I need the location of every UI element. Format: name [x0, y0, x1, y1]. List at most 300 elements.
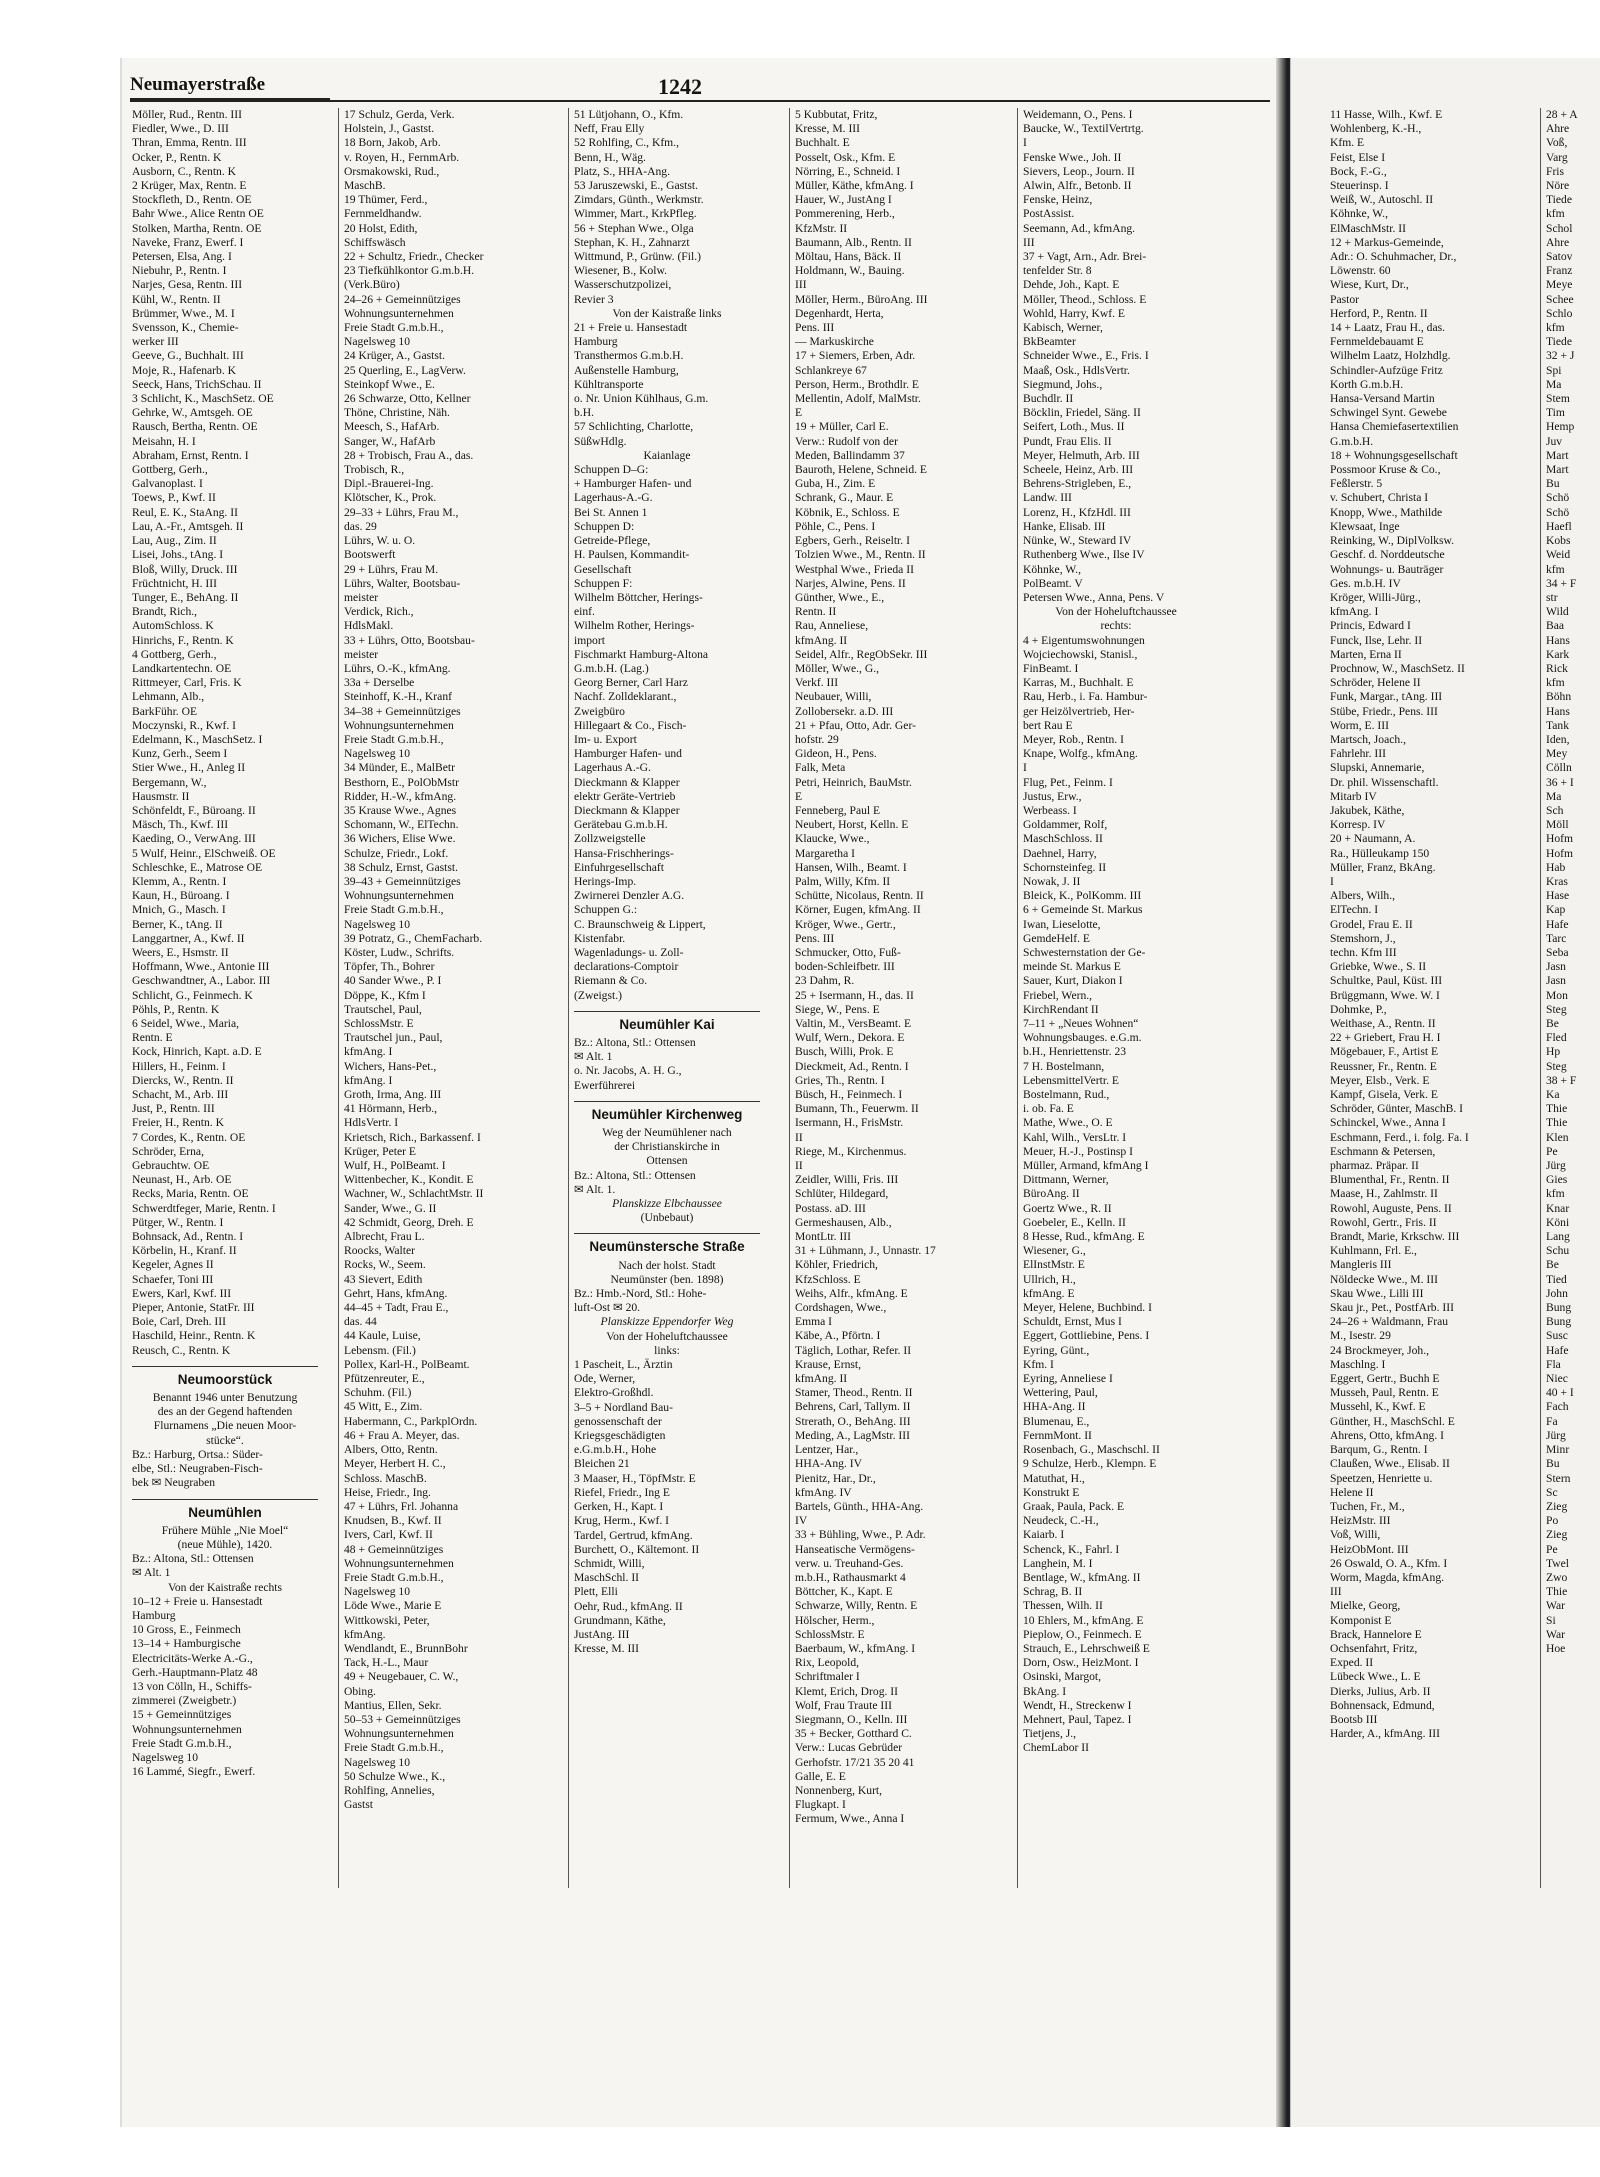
directory-entry: Wild [1546, 605, 1569, 619]
directory-entry: Möller, Herm., BüroAng. III [795, 292, 928, 306]
directory-entry: elbe, Stl.: Neugraben-Fisch- [132, 1462, 263, 1476]
directory-entry: Sch [1546, 803, 1564, 817]
directory-entry: Pommerening, Herb., [795, 207, 895, 221]
directory-entry: Wiese, Kurt, Dr., [1330, 278, 1409, 292]
directory-entry: Possmoor Kruse & Co., [1330, 463, 1441, 477]
directory-entry: Lau, A.-Fr., Amtsgeh. II [132, 519, 244, 533]
directory-entry: Kark [1546, 647, 1570, 661]
directory-entry: Gesellschaft [574, 562, 632, 576]
directory-entry: Ocker, P., Rentn. K [132, 150, 222, 164]
directory-entry: b.H. [574, 406, 594, 420]
directory-entry: I [1023, 136, 1027, 150]
directory-entry: Brümmer, Wwe., M. I [132, 306, 235, 320]
directory-entry: Wettering, Paul, [1023, 1386, 1098, 1400]
directory-entry: Benn, H., Wäg. [574, 150, 646, 164]
directory-entry: kfm [1546, 321, 1565, 335]
directory-entry: Busch, Willi, Prok. E [795, 1045, 894, 1059]
directory-entry: Neff, Frau Elly [574, 122, 645, 136]
directory-entry: Roocks, Walter [344, 1244, 415, 1258]
directory-entry: Klewsaat, Inge [1330, 519, 1400, 533]
directory-entry: Gries, Th., Rentn. I [795, 1073, 885, 1087]
directory-entry: Kühltransporte [574, 377, 644, 391]
header-rule [130, 100, 1270, 102]
directory-entry: Jasn [1546, 974, 1566, 988]
directory-entry: 45 Witt, E., Zim. [344, 1400, 423, 1414]
directory-entry: 23 Dahm, R. [795, 974, 855, 988]
directory-entry: Bumann, Th., Feuerwm. II [795, 1102, 919, 1116]
directory-entry: Be [1546, 1258, 1559, 1272]
directory-entry: 34–38 + Gemeinnütziges [344, 704, 461, 718]
directory-entry: Freier, H., Rentn. K [132, 1116, 224, 1130]
directory-entry: Hamburg [132, 1608, 176, 1622]
directory-entry: Zieg [1546, 1528, 1568, 1542]
directory-entry: boden-Schleifbetr. III [795, 960, 895, 974]
directory-entry: Bz.: Altona, Stl.: Ottensen [574, 1168, 696, 1182]
directory-entry: Ullrich, H., [1023, 1272, 1076, 1286]
directory-entry: 8 Hesse, Rud., kfmAng. E [1023, 1230, 1145, 1244]
directory-entry: Wiesener, G., [1023, 1244, 1086, 1258]
directory-entry: Electricitäts-Werke A.-G., [132, 1651, 253, 1665]
directory-entry: Lagerhaus-A.-G. [574, 491, 653, 505]
directory-entry: Korresp. IV [1330, 818, 1386, 832]
directory-entry: ElMaschMstr. II [1330, 221, 1406, 235]
directory-entry: Seba [1546, 945, 1569, 959]
directory-column-4 [795, 108, 981, 1908]
street-heading: Neumühler Kirchenweg [574, 1101, 760, 1122]
directory-entry: Hofm [1546, 832, 1574, 846]
directory-entry: 40 + I [1546, 1386, 1574, 1400]
directory-entry: Klemm, A., Rentn. I [132, 874, 227, 888]
directory-entry: Eyring, Günt., [1023, 1343, 1090, 1357]
street-note: rechts: [1100, 619, 1132, 633]
directory-entry: 28 + Trobisch, Frau A., das. [344, 448, 474, 462]
directory-entry: Fla [1546, 1357, 1561, 1371]
directory-entry: 3 Maaser, H., TöpfMstr. E [574, 1471, 696, 1485]
directory-entry: 17 Schulz, Gerda, Verk. [344, 108, 455, 121]
directory-entry: Weidemann, O., Pens. I [1023, 108, 1133, 121]
directory-entry: Tolzien Wwe., M., Rentn. II [795, 548, 926, 562]
directory-entry: 52 Rohlfing, C., Kfm., [574, 136, 679, 150]
directory-entry: Schleschke, E., Matrose OE [132, 860, 263, 874]
directory-entry: 29–33 + Lührs, Frau M., [344, 505, 459, 519]
directory-entry: Lührs, O.-K., kfmAng. [344, 661, 451, 675]
directory-entry: Graak, Paula, Pack. E [1023, 1499, 1125, 1513]
directory-entry: Heise, Friedr., Ing. [344, 1485, 431, 1499]
directory-entry: Köhler, Friedrich, [795, 1258, 878, 1272]
directory-entry: Siegmund, Johs., [1023, 377, 1103, 391]
directory-entry: Kaiarb. I [1023, 1528, 1065, 1542]
directory-entry: Werbeass. I [1023, 803, 1077, 817]
directory-entry: Rix, Leopold, [795, 1656, 860, 1670]
directory-entry: Kühl, W., Rentn. II [132, 292, 221, 306]
directory-entry: Schuppen D: [574, 519, 635, 533]
street-note: Von der Hoheluftchaussee [1055, 605, 1177, 619]
directory-entry: Wagenladungs- u. Zoll- [574, 945, 684, 959]
directory-entry: Herford, P., Rentn. II [1330, 306, 1428, 320]
directory-entry: 7–11 + „Neues Wohnen“ [1023, 1017, 1139, 1030]
directory-entry: 25 + Isermann, H., das. II [795, 988, 914, 1002]
directory-entry: Gies [1546, 1173, 1568, 1187]
directory-entry: werker III [132, 335, 179, 349]
directory-entry: Satov [1546, 250, 1573, 264]
directory-entry: Eggert, Gertr., Buchh E [1330, 1372, 1440, 1386]
directory-entry: Schuhm. (Fil.) [344, 1386, 412, 1400]
directory-entry: Hofm [1546, 846, 1574, 860]
directory-entry: Niebuhr, P., Rentn. I [132, 264, 227, 278]
column-divider [1540, 108, 1541, 1888]
directory-entry: Bootsb III [1330, 1712, 1378, 1726]
directory-entry: 5 Wulf, Heinr., ElSchweiß. OE [132, 846, 276, 860]
directory-entry: Geeve, G., Buchhalt. III [132, 349, 244, 363]
directory-entry: 39 Potratz, G., ChemFacharb. [344, 931, 483, 945]
directory-entry: Isermann, H., FrisMstr. [795, 1116, 904, 1130]
directory-entry: G.m.b.H. [1330, 434, 1374, 448]
directory-entry: War [1546, 1599, 1566, 1613]
directory-entry: Möller, Theod., Schloss. E [1023, 292, 1147, 306]
directory-entry: Zieg [1546, 1499, 1568, 1513]
directory-entry: 24–26 + Waldmann, Frau [1330, 1315, 1449, 1329]
directory-entry: kfmAng. I [344, 1045, 393, 1059]
directory-entry: 31 + Lühmann, J., Unnastr. 17 [795, 1244, 936, 1258]
directory-entry: Weid [1546, 548, 1571, 562]
directory-entry: Wimmer, Mart., KrkPfleg. [574, 207, 697, 221]
directory-entry: Freie Stadt G.m.b.H., [344, 1741, 444, 1755]
directory-entry: 2 Krüger, Max, Rentn. E [132, 179, 247, 193]
directory-entry: Kresse, M. III [574, 1642, 640, 1656]
directory-entry: Gehrt, Hans, kfmAng. [344, 1286, 448, 1300]
directory-entry: Wulf, H., PolBeamt. I [344, 1159, 446, 1173]
directory-entry: Oehr, Rud., kfmAng. II [574, 1599, 683, 1613]
directory-entry: 13 von Cölln, H., Schiffs- [132, 1679, 252, 1693]
directory-entry: Petersen, Elsa, Ang. I [132, 250, 232, 264]
directory-entry: 37 + Vagt, Arn., Adr. Brei- [1023, 250, 1147, 264]
directory-entry: Narjes, Alwine, Pens. II [795, 576, 906, 590]
directory-entry: Günther, H., MaschSchl. E [1330, 1414, 1455, 1428]
directory-entry: Germeshausen, Alb., [795, 1215, 892, 1229]
directory-entry: Ode, Werner, [574, 1372, 636, 1386]
directory-entry: 11 Hasse, Wilh., Kwf. E [1330, 108, 1443, 121]
directory-entry: Fach [1546, 1400, 1569, 1414]
directory-entry: Dipl.-Brauerei-Ing. [344, 477, 434, 491]
directory-entry: Svensson, K., Chemie- [132, 321, 239, 335]
directory-entry: Pe [1546, 1542, 1558, 1556]
directory-entry: Schröder, Erna, [132, 1144, 204, 1158]
directory-entry: v. Schubert, Christa I [1330, 491, 1429, 505]
directory-entry: Möller, Wwe., G., [795, 661, 880, 675]
directory-entry: 35 Krause Wwe., Agnes [344, 803, 457, 817]
directory-entry: Grundmann, Käthe, [574, 1613, 666, 1627]
directory-entry: Wendt, H., Streckenw I [1023, 1698, 1132, 1712]
directory-entry: Falk, Meta [795, 761, 846, 775]
directory-entry: Schlankreye 67 [795, 363, 867, 377]
directory-entry: Buchhalt. E [795, 136, 850, 150]
directory-entry: 4 + Eigentumswohnungen [1023, 633, 1145, 647]
directory-entry: G.m.b.H. (Lag.) [574, 661, 649, 675]
directory-entry: Behrens-Strigleben, E., [1023, 477, 1132, 491]
directory-entry: Mielke, Georg, [1330, 1599, 1401, 1613]
directory-entry: Hoffmann, Wwe., Antonie III [132, 960, 270, 974]
directory-entry: Klen [1546, 1130, 1569, 1144]
directory-entry: Köster, Ludw., Schrifts. [344, 945, 455, 959]
directory-entry: Ma [1546, 377, 1562, 391]
directory-entry: Tied [1546, 1272, 1567, 1286]
directory-entry: Weithase, A., Rentn. II [1330, 1017, 1436, 1030]
directory-entry: Strerath, O., BehAng. III [795, 1414, 911, 1428]
directory-entry: Nöre [1546, 179, 1570, 193]
directory-entry: Schinckel, Wwe., Anna I [1330, 1116, 1446, 1130]
directory-entry: PostAssist. [1023, 207, 1075, 221]
directory-entry: Hausmstr. II [132, 789, 190, 803]
directory-entry: Früchtnicht, H. III [132, 576, 218, 590]
directory-entry: Steinhoff, K.-H., Kranf [344, 690, 452, 704]
directory-entry: Georg Berner, Carl Harz [574, 676, 688, 690]
directory-entry: einf. [574, 605, 595, 619]
directory-entry: Krause, Ernst, [795, 1357, 862, 1371]
directory-entry: BüroAng. II [1023, 1187, 1080, 1201]
directory-entry: o. Nr. Union Kühlhaus, G.m. [574, 392, 709, 406]
directory-entry: Kresse, M. III [795, 122, 861, 136]
directory-entry: Fernmeldebauamt E [1330, 335, 1424, 349]
directory-entry: Köhnke, W., [1023, 562, 1081, 576]
directory-entry: 25 Querling, E., LagVerw. [344, 363, 466, 377]
directory-entry: Orsmakowski, Rud., [344, 164, 440, 178]
directory-entry: 42 Schmidt, Georg, Dreh. E [344, 1215, 474, 1229]
directory-entry: II [795, 1159, 803, 1173]
street-note: stücke“. [206, 1433, 244, 1447]
directory-entry: Pe [1546, 1144, 1558, 1158]
directory-entry: Körbelin, H., Kranf. II [132, 1244, 237, 1258]
directory-entry: Böttcher, K., Kapt. E [795, 1585, 893, 1599]
directory-entry: Trautschel, Paul, [344, 1002, 422, 1016]
street-heading: Neumoorstück [132, 1366, 318, 1387]
directory-entry: Neubert, Horst, Kelln. E [795, 818, 909, 832]
directory-entry: Geschf. d. Norddeutsche [1330, 548, 1445, 562]
directory-entry: Bz.: Altona, Stl.: Ottensen [132, 1552, 254, 1566]
directory-entry: Brüggmann, Wwe. W. I [1330, 988, 1440, 1002]
directory-entry: Böcklin, Friedel, Säng. II [1023, 406, 1141, 420]
directory-entry: Mon [1546, 988, 1568, 1002]
directory-entry: Galle, E. E [795, 1769, 846, 1783]
directory-entry: Mart [1546, 463, 1569, 477]
directory-entry: Weiß, W., Autoschl. II [1330, 193, 1434, 207]
directory-entry: Naveke, Franz, Ewerf. I [132, 235, 244, 249]
street-note: (Unbebaut) [640, 1211, 694, 1225]
directory-entry: Princis, Edward I [1330, 619, 1411, 633]
directory-entry: Dorn, Osw., HeizMont. I [1023, 1656, 1139, 1670]
directory-entry: kfm [1546, 1187, 1565, 1201]
directory-entry: 34 Münder, E., MalBetr [344, 761, 455, 775]
directory-entry: Diercks, W., Rentn. II [132, 1073, 234, 1087]
directory-entry: 10 Ehlers, M., kfmAng. E [1023, 1613, 1144, 1627]
directory-entry: Rosenbach, G., Maschschl. II [1023, 1443, 1160, 1457]
directory-entry: Wittmund, P., Grünw. (Fil.) [574, 250, 701, 264]
directory-entry: Schiffswäsch [344, 235, 406, 249]
directory-entry: Hansa-Versand Martin [1330, 392, 1435, 406]
street-note: Planskizze Elbchaussee [612, 1197, 722, 1211]
directory-entry: Albers, Otto, Rentn. [344, 1443, 438, 1457]
directory-entry: Rausch, Bertha, Rentn. OE [132, 420, 258, 434]
directory-entry: Zweigbüro [574, 704, 625, 718]
directory-entry: Bu [1546, 1457, 1560, 1471]
directory-entry: Rittmeyer, Carl, Fris. K [132, 676, 242, 690]
directory-entry: Mitarb IV [1330, 789, 1377, 803]
directory-entry: Kfm. I [1023, 1357, 1054, 1371]
directory-entry: Ra., Hülleukamp 150 [1330, 846, 1430, 860]
directory-entry: Lang [1546, 1230, 1570, 1244]
directory-entry: 20 + Naumann, A. [1330, 832, 1416, 846]
directory-entry: — Markuskirche [795, 335, 874, 349]
directory-entry: Friebel, Wern., [1023, 988, 1093, 1002]
street-note: des an der Gegend haftenden [157, 1405, 293, 1419]
directory-entry: Bohnensack, Edmund, [1330, 1698, 1435, 1712]
directory-entry: Nowak, J. II [1023, 874, 1081, 888]
directory-entry: Guba, H., Zim. E [795, 477, 876, 491]
directory-entry: Kobs [1546, 534, 1571, 548]
directory-entry: kfmAng. II [795, 1372, 848, 1386]
directory-entry: Schmucker, Otto, Fuß- [795, 945, 901, 959]
directory-entry: Verdick, Rich., [344, 605, 414, 619]
directory-entry: Feßlerstr. 5 [1330, 477, 1383, 491]
street-note: Kaianlage [643, 448, 691, 462]
directory-entry: meinde St. Markus E [1023, 960, 1121, 974]
directory-entry: Juv [1546, 434, 1563, 448]
directory-entry: Ruthenberg Wwe., Ilse IV [1023, 548, 1145, 562]
directory-entry: Bz.: Harburg, Ortsa.: Süder- [132, 1447, 263, 1461]
directory-entry: genossenschaft der [574, 1414, 662, 1428]
directory-entry: ✉ Alt. 1. [574, 1182, 616, 1196]
street-heading: Neumühlen [132, 1499, 318, 1520]
directory-entry: Verw.: Lucas Gebrüder [795, 1741, 903, 1755]
directory-entry: Trautschel jun., Paul, [344, 1031, 443, 1045]
directory-entry: Baerbaum, W., kfmAng. I [795, 1641, 916, 1655]
directory-entry: Schee [1546, 292, 1574, 306]
directory-entry: 21 + Freie u. Hansestadt [574, 321, 688, 335]
directory-entry: 7 Cordes, K., Rentn. OE [132, 1130, 246, 1144]
directory-entry: tenfelder Str. 8 [1023, 264, 1092, 278]
directory-entry: Seidel, Alfr., RegObSekr. III [795, 647, 928, 661]
directory-entry: Voß, [1546, 136, 1568, 150]
directory-entry: Meyer, Helmuth, Arb. III [1023, 448, 1140, 462]
directory-entry: Claußen, Wwe., Elisab. II [1330, 1457, 1450, 1471]
directory-entry: 28 + A [1546, 108, 1578, 121]
directory-entry: Riege, M., Kirchenmus. [795, 1144, 907, 1158]
directory-entry: Bz.: Altona, Stl.: Ottensen [574, 1036, 696, 1049]
directory-entry: luft-Ost ✉ 20. [574, 1301, 641, 1315]
directory-entry: John [1546, 1286, 1568, 1300]
directory-entry: Wohnungsunternehmen [344, 718, 454, 732]
directory-entry: Landkartentechn. OE [132, 661, 232, 675]
directory-entry: 10 Gross, E., Feinmech [132, 1623, 241, 1637]
directory-entry: Plett, Elli [574, 1585, 618, 1599]
directory-entry: Feist, Else I [1330, 150, 1386, 164]
directory-entry: Lagerhaus A.-G. [574, 761, 651, 775]
directory-entry: Dr. phil. Wissenschaftl. [1330, 775, 1439, 789]
directory-entry: Thöne, Christine, Näh. [344, 406, 450, 420]
directory-entry: Schultke, Paul, Küst. III [1330, 974, 1443, 988]
directory-entry: Hoe [1546, 1641, 1566, 1655]
directory-entry: Kock, Hinrich, Kapt. a.D. E [132, 1045, 262, 1059]
directory-entry: Herings-Imp. [574, 874, 637, 888]
directory-entry: 19 + Müller, Carl E. [795, 420, 889, 434]
directory-entry: Baucke, W., TextilVertrtg. [1023, 122, 1144, 136]
directory-entry: techn. Kfm III [1330, 945, 1397, 959]
directory-entry: Gerhofstr. 17/21 35 20 41 [795, 1755, 915, 1769]
directory-entry: Ges. m.b.H. IV [1330, 576, 1401, 590]
directory-entry: Pienitz, Har., Dr., [795, 1471, 876, 1485]
directory-entry: Stier Wwe., H., Anleg II [132, 761, 246, 775]
directory-entry: Stern [1546, 1471, 1571, 1485]
directory-entry: Ridder, H.-W., kfmAng. [344, 789, 457, 803]
directory-entry: Toews, P., Kwf. II [132, 491, 216, 505]
directory-entry: kfm [1546, 562, 1565, 576]
directory-entry: Tiede [1546, 335, 1572, 349]
directory-entry: pharmaz. Präpar. II [1330, 1159, 1419, 1173]
directory-entry: Zwirnerei Denzler A.G. [574, 889, 685, 903]
directory-entry: str [1546, 590, 1558, 604]
directory-entry: Töpfer, Th., Bohrer [344, 960, 435, 974]
directory-entry: Dieckmann & Klapper [574, 775, 680, 789]
directory-entry: BarkFühr. OE [132, 704, 198, 718]
directory-entry: Stamer, Theod., Rentn. II [795, 1386, 913, 1400]
directory-entry: Be [1546, 1017, 1559, 1030]
directory-entry: + Hamburger Hafen- und [574, 477, 692, 491]
directory-entry: Haschild, Heinr., Rentn. K [132, 1329, 256, 1343]
directory-entry: Hase [1546, 889, 1570, 903]
directory-entry: Lisei, Johs., tAng. I [132, 548, 224, 562]
directory-entry: Geschwandtner, A., Labor. III [132, 974, 271, 988]
street-note: (neue Mühle), 1420. [177, 1537, 273, 1551]
directory-entry: Reusch, C., Rentn. K [132, 1343, 231, 1357]
directory-entry: Baumann, Alb., Rentn. II [795, 235, 912, 249]
directory-entry: Speetzen, Henriette u. [1330, 1471, 1433, 1485]
directory-entry: Rocks, W., Seem. [344, 1258, 426, 1272]
directory-entry: Flugkapt. I [795, 1798, 846, 1812]
directory-entry: JustAng. III [574, 1627, 630, 1641]
running-header-street: Neumayerstraße [130, 74, 330, 100]
directory-entry: Müller, Armand, kfmAng I [1023, 1159, 1149, 1173]
directory-entry: bert Rau E [1023, 718, 1073, 732]
directory-entry: b.H., Henriettenstr. 23 [1023, 1045, 1127, 1059]
directory-entry: Barqum, G., Rentn. I [1330, 1443, 1428, 1457]
directory-entry: Kras [1546, 874, 1568, 888]
directory-entry: Möltau, Hans, Bäck. II [795, 250, 902, 264]
directory-entry: 6 + Gemeinde St. Markus [1023, 903, 1143, 917]
directory-entry: Korth G.m.b.H. [1330, 377, 1404, 391]
directory-entry: Knopp, Wwe., Mathilde [1330, 505, 1443, 519]
directory-entry: Meyer, Herbert H. C., [344, 1457, 446, 1471]
directory-entry: Landw. III [1023, 491, 1072, 505]
directory-entry: Kfm. E [1330, 136, 1365, 150]
directory-entry: Sanger, W., HafArb [344, 434, 436, 448]
directory-entry: Stübe, Friedr., Pens. III [1330, 704, 1438, 718]
directory-entry: Karras, M., Buchhalt. E [1023, 676, 1134, 690]
directory-entry: Hab [1546, 860, 1566, 874]
directory-entry: Postass. aD. III [795, 1201, 866, 1215]
directory-entry: Schaefer, Toni III [132, 1272, 214, 1286]
directory-entry: o. Nr. Jacobs, A. H. G., [574, 1064, 682, 1078]
directory-entry: Hans [1546, 704, 1570, 718]
directory-entry: Dierks, Julius, Arb. II [1330, 1684, 1431, 1698]
directory-entry: Seeck, Hans, TrichSchau. II [132, 377, 262, 391]
directory-entry: Schlicht, G., Feinmech. K [132, 988, 253, 1002]
directory-entry: Berner, K., tAng. II [132, 917, 223, 931]
street-note: Neumünster (ben. 1898) [610, 1272, 724, 1286]
directory-entry: Büsch, H., Feinmech. I [795, 1088, 903, 1102]
directory-entry: Hanseatische Vermögens- [795, 1542, 915, 1556]
directory-entry: Pütger, W., Rentn. I [132, 1215, 224, 1229]
directory-entry: Mangleris III [1330, 1258, 1392, 1272]
directory-entry: E [795, 406, 803, 420]
